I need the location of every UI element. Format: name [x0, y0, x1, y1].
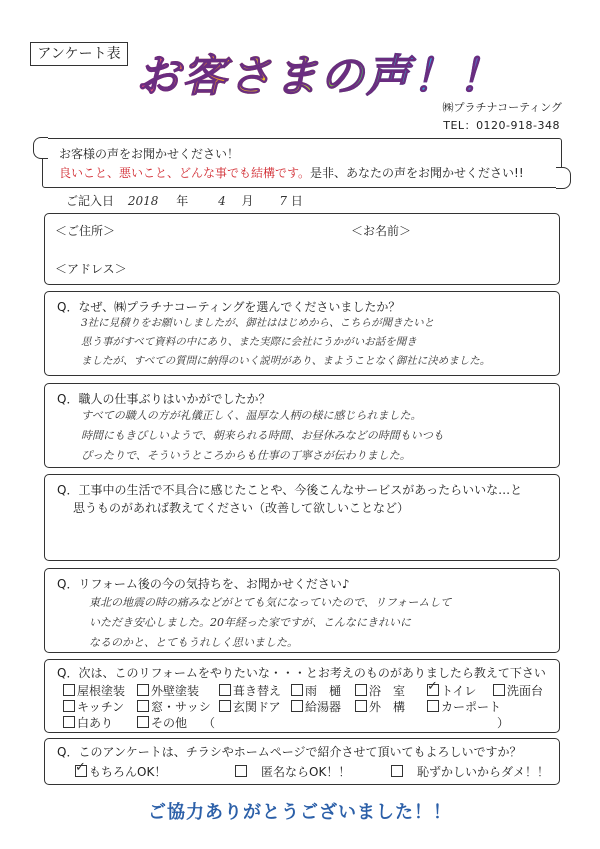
checkbox[interactable]	[427, 700, 439, 712]
email-label: ＜アドレス＞	[55, 262, 127, 276]
consent-no[interactable]: 恥ずかしいからダメ！！	[391, 763, 549, 780]
q1-question: Q．なぜ、㈱プラチナコーティングを選んでくださいましたか？	[57, 300, 401, 314]
other-paren-open: （	[203, 716, 216, 730]
intro-rest-text: 是非、あなたの声をお聞かせください!!	[310, 166, 524, 180]
option-wall-paint[interactable]: 外壁塗装	[137, 682, 199, 699]
phone-number: TEL：0120-918-348	[443, 119, 560, 132]
q4-question: Q．リフォーム後の今の気持ちを、お聞かせください♪	[57, 577, 350, 591]
option-kitchen[interactable]: キッチン	[63, 698, 124, 715]
q4-answer-line: いただき安心しました。20年経った家ですが、こんなにきれいに	[89, 616, 411, 629]
option-gutter[interactable]: 雨 樋	[291, 682, 341, 699]
check-icon: ✓	[427, 679, 438, 694]
option-bathroom[interactable]: 浴 室	[355, 682, 405, 699]
checkbox[interactable]	[219, 684, 231, 696]
q6-box	[44, 738, 560, 785]
other-paren-close: ）	[497, 716, 510, 730]
checkbox[interactable]	[219, 700, 231, 712]
option-water-heater[interactable]: 給湯器	[291, 698, 341, 715]
checkbox[interactable]	[493, 684, 505, 696]
date-row	[66, 192, 303, 209]
checkbox[interactable]	[137, 684, 149, 696]
date-day[interactable]: 7	[279, 194, 288, 208]
checkbox-checked[interactable]	[75, 760, 87, 777]
name-label: ＜お名前＞	[351, 224, 412, 238]
checkbox[interactable]	[63, 700, 75, 712]
option-termite[interactable]: 白あり	[63, 714, 113, 731]
q4-answer-line: なるのかと、とてもうれしく思いました。	[89, 636, 298, 649]
q5-question: Q．次は、このリフォームをやりたいな・・・とお考えのものがありましたら教えて下さい	[57, 666, 546, 680]
day-label: 日	[290, 194, 303, 208]
checkbox[interactable]	[137, 716, 149, 728]
date-year[interactable]: 2018	[127, 194, 159, 208]
checkbox[interactable]	[355, 700, 367, 712]
q2-box[interactable]	[44, 383, 560, 468]
checkbox[interactable]	[63, 684, 75, 696]
intro-banner	[42, 138, 562, 188]
month-label: 月	[241, 194, 254, 208]
q2-answer-line: すべての職人の方が礼儀正しく、温厚な人柄の様に感じられました。	[81, 409, 422, 422]
checkbox[interactable]	[391, 765, 403, 777]
q4-answer-line: 東北の地震の時の痛みなどがとても気になっていたので、リフォームして	[89, 596, 452, 609]
checkbox[interactable]	[137, 700, 149, 712]
checkbox[interactable]	[63, 716, 75, 728]
q5-box	[44, 659, 560, 733]
q1-answer-line: 思う事がすべて資料の中にあり、また実際に会社にうかがいお話を聞き	[81, 336, 417, 348]
q3-question-line-1: Q．工事中の生活で不具合に感じたことや、今後こんなサービスがあったらいいな…と	[57, 483, 523, 497]
intro-line-1: お客様の声をお聞かせください！	[59, 147, 240, 161]
scroll-curl-left-icon	[33, 137, 48, 159]
q6-question: Q．このアンケートは、チラシやホームページで紹介させて頂いてもよろしいですか？	[57, 745, 522, 759]
q2-answer-line: ぴったりで、そういうところからも仕事の丁寧さが伝わりました。	[81, 449, 411, 462]
option-toilet[interactable]: ✓ トイレ	[427, 679, 477, 698]
date-label: ご記入日	[66, 194, 115, 208]
q2-answer	[81, 406, 444, 466]
option-washbasin[interactable]: 洗面台	[493, 682, 543, 699]
q3-question-line-2: 思うものがあれば教えてください（改善して欲しいことなど）	[73, 501, 410, 515]
q4-answer	[89, 593, 451, 653]
date-month[interactable]: 4	[218, 194, 226, 208]
option-entrance-door[interactable]: 玄関ドア	[219, 698, 281, 715]
option-carport[interactable]: カーポート	[427, 698, 501, 715]
q1-box[interactable]	[44, 291, 560, 376]
q1-answer-line: ましたが、すべての質問に納得のいく説明があり、まようことなく御社に決めました。	[81, 355, 491, 367]
checkbox[interactable]	[235, 765, 247, 777]
q4-box[interactable]	[44, 568, 560, 653]
intro-red-text: 良いこと、悪いこと、どんな事でも結構です。	[59, 166, 311, 180]
page-title: お客さまの声！！	[136, 40, 504, 104]
option-other[interactable]: その他	[137, 714, 187, 731]
consent-ok[interactable]: ✓ もちろんOK！	[75, 760, 167, 779]
survey-tag: アンケート表	[30, 42, 128, 66]
option-reroof[interactable]: 葺き替え	[219, 682, 281, 699]
company-name: ㈱プラチナコーティング	[442, 101, 562, 114]
address-label: ＜ご住所＞	[55, 224, 116, 238]
checkbox[interactable]	[291, 700, 303, 712]
q2-question: Q．職人の仕事ぶりはいかがでしたか？	[57, 392, 271, 406]
check-icon: ✓	[75, 760, 86, 775]
option-window[interactable]: 窓・サッシ	[137, 698, 211, 715]
checkbox[interactable]	[291, 684, 303, 696]
checkbox[interactable]	[355, 684, 367, 696]
option-exterior[interactable]: 外 構	[355, 698, 405, 715]
intro-line-2	[59, 164, 524, 181]
option-roof-paint[interactable]: 屋根塗装	[63, 682, 125, 699]
consent-anonymous[interactable]: 匿名ならOK！！	[235, 763, 350, 780]
q2-answer-line: 時間にもきびしいようで、朝来られる時間、お昼休みなどの時間もいつも	[81, 429, 444, 442]
scroll-curl-right-icon	[556, 167, 571, 189]
checkbox-checked[interactable]	[427, 679, 439, 696]
q1-answer	[81, 314, 490, 371]
contact-box[interactable]	[44, 213, 560, 285]
q1-answer-line: 3社に見積りをお願いしましたが、御社ははじめから、こちらが聞きたいと	[81, 317, 435, 329]
q3-box[interactable]	[44, 474, 560, 561]
year-label: 年	[176, 194, 189, 208]
footer-thanks: ご協力ありがとうございました！！	[148, 802, 452, 823]
